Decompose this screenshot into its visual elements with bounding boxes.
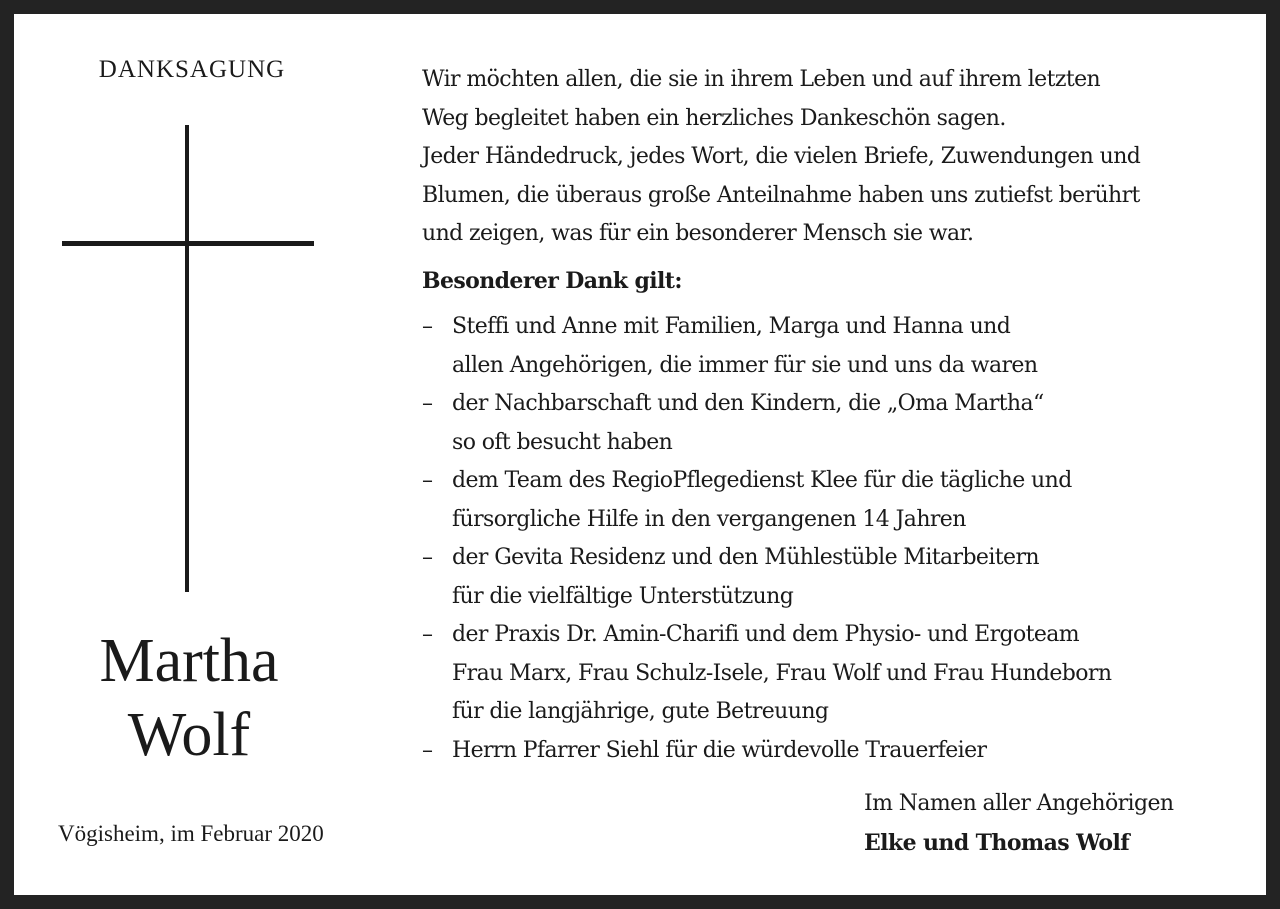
dash-bullet: – xyxy=(422,468,433,493)
list-item xyxy=(422,462,1111,539)
intro-line: Blumen, die überaus große Anteilnahme haben uns zutiefst berührt xyxy=(422,182,1140,208)
signature-line: Im Namen aller Angehörigen xyxy=(864,791,1174,816)
signature-block xyxy=(864,785,1173,862)
dash-bullet: – xyxy=(422,545,433,570)
dash-bullet: – xyxy=(422,622,433,647)
list-item-line: so oft besucht haben xyxy=(452,429,673,455)
obituary-card xyxy=(14,14,1266,895)
list-item xyxy=(422,732,1111,771)
list-item-line: der Nachbarschaft und den Kindern, die „Oma Martha“ xyxy=(452,391,1044,416)
list-item-line: Steffi und Anne mit Familien, Marga und Hanna und xyxy=(452,314,1011,339)
intro-text xyxy=(422,61,1252,254)
special-thanks-heading: Besonderer Dank gilt: xyxy=(422,268,682,294)
list-item xyxy=(422,616,1111,732)
deceased-first-name: Martha xyxy=(99,627,279,695)
intro-line: Jeder Händedruck, jedes Wort, die vielen Briefe, Zuwendungen und xyxy=(422,144,1141,169)
thanks-list xyxy=(422,308,1111,770)
deceased-name xyxy=(54,624,324,772)
cross-horizontal-bar xyxy=(62,241,314,246)
list-item xyxy=(422,385,1111,462)
list-item-line: Frau Marx, Frau Schulz-Isele, Frau Wolf und Frau Hundeborn xyxy=(452,660,1112,686)
deceased-last-name: Wolf xyxy=(127,701,251,769)
place-date: Vögisheim, im Februar 2020 xyxy=(58,821,324,846)
intro-line: und zeigen, was für ein besonderer Mensch sie war. xyxy=(422,221,974,246)
list-item-line: der Praxis Dr. Amin-Charifi und dem Physio- und Ergoteam xyxy=(452,622,1080,647)
intro-line: Weg begleitet haben ein herzliches Dankeschön sagen. xyxy=(422,105,1006,131)
list-item-line: für die vielfältige Unterstützung xyxy=(452,583,794,609)
list-item-line: fürsorgliche Hilfe in den vergangenen 14 Jahren xyxy=(452,506,966,532)
notice-heading: DANKSAGUNG xyxy=(98,56,286,83)
list-item-line: allen Angehörigen, die immer für sie und uns da waren xyxy=(452,352,1038,378)
signature-names: Elke und Thomas Wolf xyxy=(864,829,1130,856)
intro-line: Wir möchten allen, die sie in ihrem Leben und auf ihrem letzten xyxy=(422,67,1101,92)
dash-bullet: – xyxy=(422,737,433,763)
dash-bullet: – xyxy=(422,391,433,416)
list-item-line: Herrn Pfarrer Siehl für die würdevolle Trauerfeier xyxy=(452,737,987,763)
dash-bullet: – xyxy=(422,314,433,339)
list-item xyxy=(422,308,1111,385)
list-item-line: dem Team des RegioPflegedienst Klee für die tägliche und xyxy=(452,468,1072,493)
list-item-line: für die langjährige, gute Betreuung xyxy=(452,699,829,724)
list-item xyxy=(422,539,1111,616)
list-item-line: der Gevita Residenz und den Mühlestüble Mitarbeitern xyxy=(452,545,1039,570)
cross-vertical-bar xyxy=(185,125,189,592)
